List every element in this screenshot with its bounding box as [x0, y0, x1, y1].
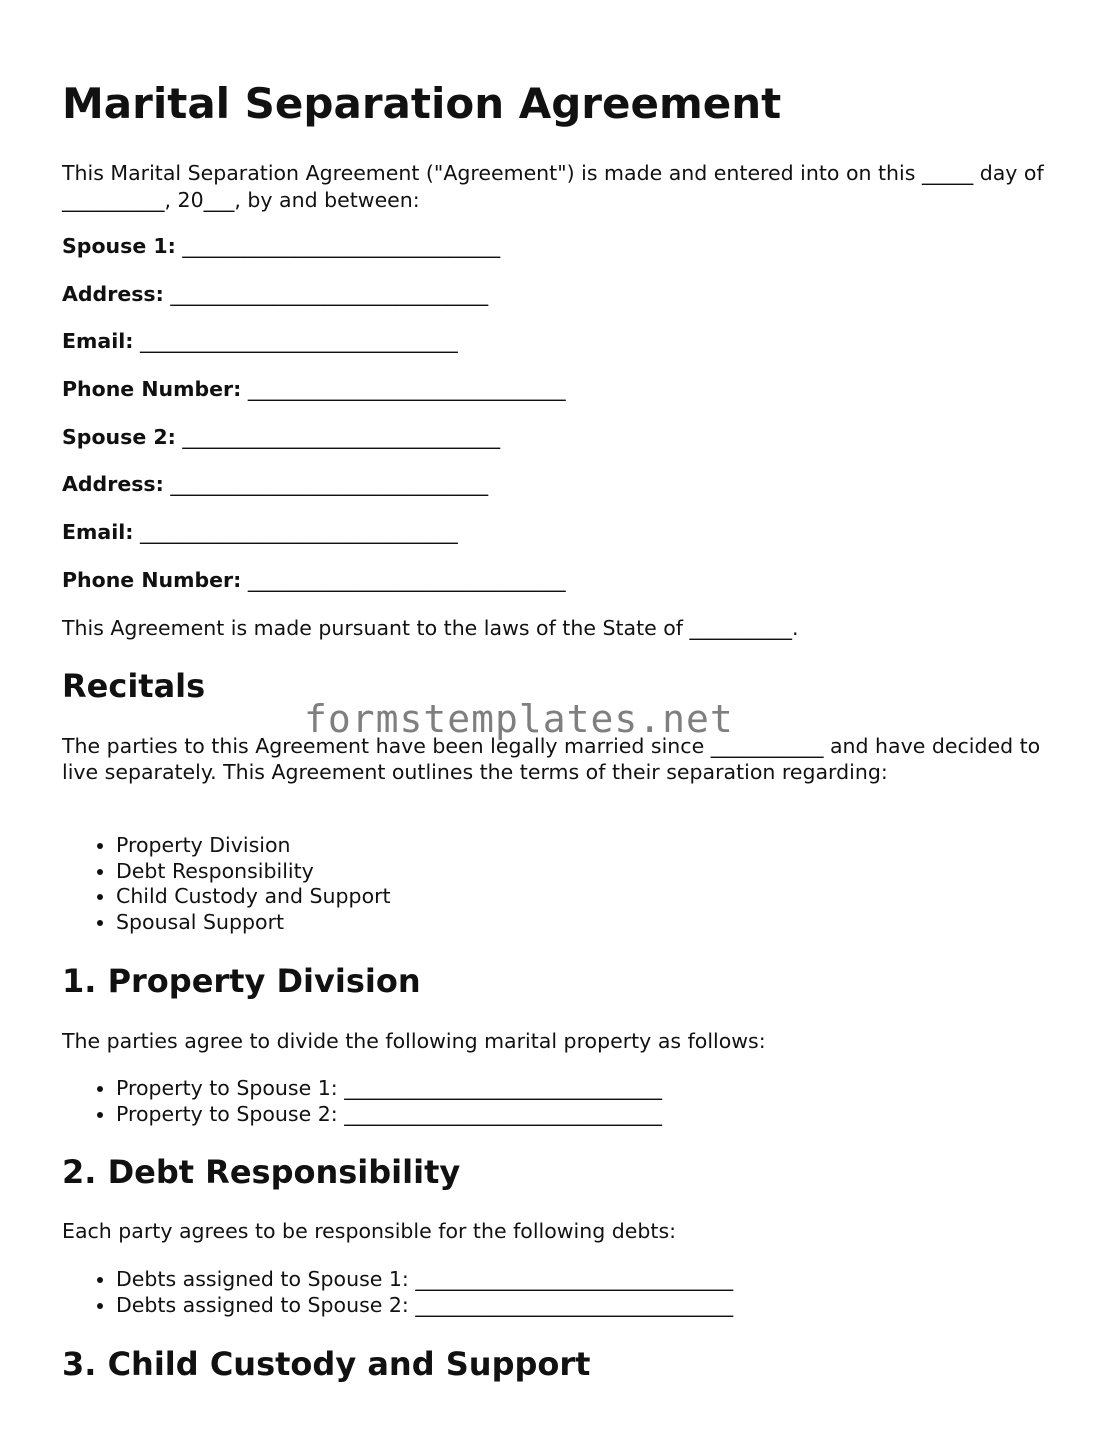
field-label: Phone Number:	[62, 377, 242, 401]
spouse2-name-field	[62, 424, 500, 451]
field-blank: _______________________________	[139, 329, 458, 353]
state-line: This Agreement is made pursuant to the laws of the State of __________.	[62, 616, 799, 640]
field-blank: _______________________________	[170, 472, 489, 496]
field-label: Email:	[62, 329, 134, 353]
field-blank: _______________________________	[182, 234, 501, 258]
watermark: formstemplates.net	[304, 697, 734, 741]
spouse2-address-field	[62, 471, 488, 498]
list-item: • Property Division	[116, 833, 391, 859]
list-item: • Debt Responsibility	[116, 859, 391, 885]
recitals-paragraph: The parties to this Agreement have been legally married since ___________ and have decided to live separately. This Agreement outlines the terms of their separation regarding:	[62, 734, 1041, 784]
recitals-heading: Recitals	[62, 667, 206, 705]
section2-list	[62, 1267, 733, 1318]
spouse1-name-field	[62, 233, 500, 260]
document-title: Marital Separation Agreement	[62, 79, 782, 128]
intro-paragraph: This Marital Separation Agreement ("Agreement") is made and entered into on this _____ day of __________, 20___, by and between:	[62, 161, 1044, 212]
field-blank: _______________________________	[247, 568, 566, 592]
section2-heading: 2. Debt Responsibility	[62, 1153, 461, 1191]
field-label: Spouse 2:	[62, 425, 176, 449]
list-item: • Debts assigned to Spouse 2: _______________________________	[116, 1293, 733, 1319]
section1-list	[62, 1076, 662, 1127]
spouse1-email-field	[62, 328, 458, 355]
field-blank: _______________________________	[182, 425, 501, 449]
spouse2-email-field	[62, 519, 458, 546]
field-blank: _______________________________	[170, 282, 489, 306]
field-label: Phone Number:	[62, 568, 242, 592]
section1-heading: 1. Property Division	[62, 962, 421, 1000]
spouse2-phone-field	[62, 567, 566, 594]
field-label: Spouse 1:	[62, 234, 176, 258]
field-blank: _______________________________	[247, 377, 566, 401]
section1-paragraph: The parties agree to divide the following marital property as follows:	[62, 1029, 766, 1053]
spouse1-phone-field	[62, 376, 566, 403]
section2-paragraph: Each party agrees to be responsible for the following debts:	[62, 1219, 677, 1243]
list-item: • Property to Spouse 2: _______________________________	[116, 1102, 662, 1128]
list-item: • Debts assigned to Spouse 1: _______________________________	[116, 1267, 733, 1293]
field-label: Address:	[62, 282, 164, 306]
section3-heading: 3. Child Custody and Support	[62, 1345, 591, 1383]
spouse1-address-field	[62, 281, 488, 308]
field-blank: _______________________________	[139, 520, 458, 544]
list-item: • Child Custody and Support	[116, 884, 391, 910]
field-label: Email:	[62, 520, 134, 544]
list-item: • Spousal Support	[116, 910, 391, 936]
field-label: Address:	[62, 472, 164, 496]
recitals-list	[62, 833, 391, 936]
list-item: • Property to Spouse 1: _______________________________	[116, 1076, 662, 1102]
